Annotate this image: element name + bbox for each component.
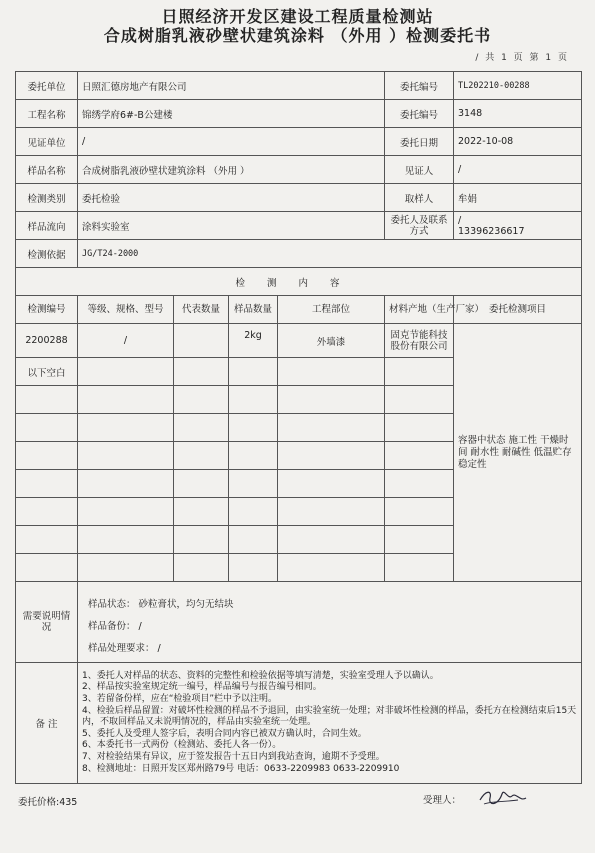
commission-price: 委托价格:435 — [18, 797, 78, 808]
sample-info-label: 需要说明情况 — [16, 582, 78, 663]
row-client — [16, 72, 582, 100]
notes-label: 备 注 — [16, 663, 78, 784]
cell-location: 外墙漆 — [278, 324, 385, 358]
sample-flow-value: 涂料实验室 — [78, 212, 385, 240]
header-grade: 等级、规格、型号 — [78, 296, 174, 324]
sampler-value: 牟娟 — [454, 184, 582, 212]
client-label: 委托单位 — [16, 72, 78, 100]
witness-unit-label: 见证单位 — [16, 128, 78, 156]
row-content-headers — [16, 296, 582, 324]
contact-phone: 13396236617 — [458, 225, 525, 237]
note-item: 1、委托人对样品的状态、资料的完整性和检验依据等填写清楚，实验室受理人予以确认。 — [82, 670, 439, 681]
header-location: 工程部位 — [278, 296, 385, 324]
note-item: 6、本委托书一式两份（检测站、委托人各一份）。 — [82, 740, 282, 751]
date-value: 2022-10-08 — [454, 128, 582, 156]
cell-manufacturer: 固克节能科技股份有限公司 — [385, 324, 454, 358]
witness-unit-value: / — [78, 128, 385, 156]
row-project — [16, 100, 582, 128]
note-item: 2、样品按实验室规定统一编号，样品编号与报告编号相同。 — [82, 682, 322, 693]
notes-content — [78, 663, 582, 784]
sample-disposal-value: / — [157, 643, 161, 654]
sample-info-content — [78, 582, 582, 663]
sample-disposal-line — [88, 640, 577, 654]
cell-grade: / — [78, 324, 174, 358]
header-sample-qty: 样品数量 — [229, 296, 278, 324]
test-type-label: 检测类别 — [16, 184, 78, 212]
sample-backup-label: 样品备份： — [88, 621, 136, 632]
contact-value — [454, 212, 582, 240]
sample-state-line — [88, 596, 577, 610]
receiver-label: 受理人： — [423, 795, 462, 806]
project-no-label: 委托编号 — [385, 100, 454, 128]
commission-no-value: TL202210-00288 — [454, 72, 582, 100]
content-section-title: 检测内容 — [16, 268, 582, 296]
cell-sample-qty: 2kg — [229, 324, 278, 358]
sample-name-value: 合成树脂乳液砂壁状建筑涂料 （外用 ） — [78, 156, 385, 184]
header-manufacturer: 材料产地（生产厂家） — [385, 296, 454, 324]
basis-value: JG/T24-2000 — [78, 240, 582, 268]
row-sample-name — [16, 156, 582, 184]
witness-value: / — [454, 156, 582, 184]
sample-backup-line — [88, 618, 577, 632]
page-info: / 共 1 页 第 1 页 — [475, 53, 569, 63]
basis-label: 检测依据 — [16, 240, 78, 268]
contact-label: 委托人及联系方式 — [385, 212, 454, 240]
row-witness-unit — [16, 128, 582, 156]
sample-flow-label: 样品流向 — [16, 212, 78, 240]
row-section-title — [16, 268, 582, 296]
project-value: 锦绣学府6#-B公建楼 — [78, 100, 385, 128]
row-sample-flow — [16, 212, 582, 240]
form-title: 合成树脂乳液砂壁状建筑涂料 （外用 ）检测委托书 — [103, 26, 492, 45]
commission-table — [15, 71, 582, 784]
cell-test-no: 2200288 — [16, 324, 78, 358]
contact-name: / — [458, 214, 462, 226]
row-basis — [16, 240, 582, 268]
receiver-signature — [478, 786, 528, 808]
station-title: 日照经济开发区建设工程质量检测站 — [161, 7, 434, 26]
cell-blank-note: 以下空白 — [16, 358, 78, 386]
sample-disposal-label: 样品处理要求： — [88, 643, 155, 654]
header-test-no: 检测编号 — [16, 296, 78, 324]
sample-backup-value: / — [138, 621, 142, 632]
witness-label: 见证人 — [385, 156, 454, 184]
project-no-value: 3148 — [454, 100, 582, 128]
note-item: 5、委托人及受理人签字后，表明合同内容已被双方确认时，合同生效。 — [82, 728, 367, 739]
sampler-label: 取样人 — [385, 184, 454, 212]
row-notes — [16, 663, 582, 784]
header-rep-qty: 代表数量 — [174, 296, 229, 324]
note-item: 3、若留备份样，应在“检验项目”栏中予以注明。 — [82, 694, 278, 705]
row-test-type — [16, 184, 582, 212]
sample-name-label: 样品名称 — [16, 156, 78, 184]
header-items: 委托检测项目 — [454, 296, 582, 324]
test-type-value: 委托检验 — [78, 184, 385, 212]
row-sample-info — [16, 582, 582, 663]
note-item: 7、对检验结果有异议，应于签发报告十五日内到我站查询，逾期不予受理。 — [82, 751, 385, 762]
cell-rep-qty — [174, 324, 229, 358]
commission-no-label: 委托编号 — [385, 72, 454, 100]
project-label: 工程名称 — [16, 100, 78, 128]
table-row — [16, 324, 582, 358]
date-label: 委托日期 — [385, 128, 454, 156]
note-item: 8、检测地址：日照开发区郑州路79号 电话：0633-2209983 0633-2209910 — [82, 763, 400, 774]
sample-state-value: 砂粒膏状，均匀无结块 — [138, 599, 234, 610]
note-item: 4、检验后样品留置：对破坏性检测的样品不予退回，由实验室统一处理；对非破坏性检测的样品，委托方在检测结束后15天内，不取回样品又未说明情况的，样品由实验室统一处理。 — [82, 705, 577, 728]
cell-test-items: 容器中状态 施工性 干燥时间 耐水性 耐碱性 低温贮存稳定性 — [454, 324, 582, 582]
sample-state-label: 样品状态： — [88, 599, 136, 610]
client-value: 日照汇德房地产有限公司 — [78, 72, 385, 100]
